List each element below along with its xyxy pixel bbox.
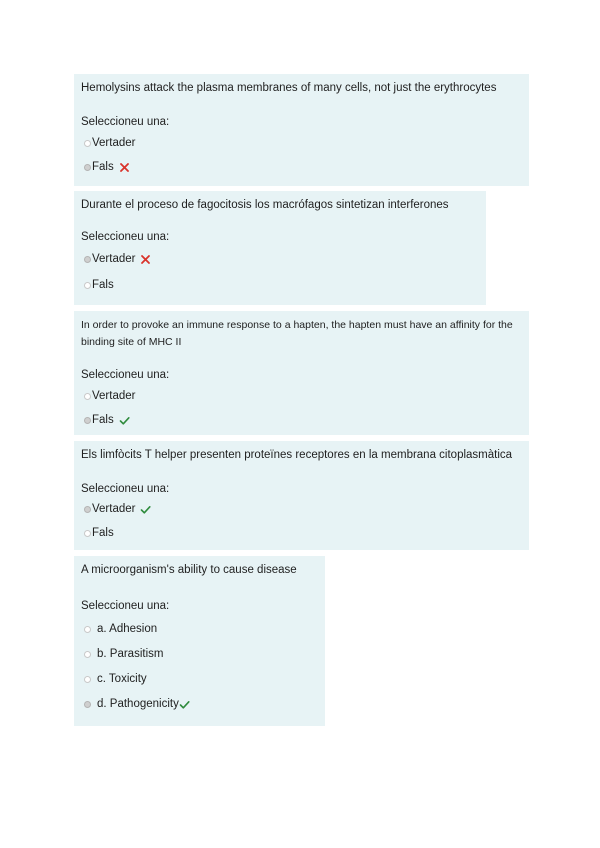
radio-button-selected[interactable] xyxy=(84,164,91,171)
option-label: Fals xyxy=(92,527,114,539)
check-icon xyxy=(179,699,190,710)
option-fals[interactable] xyxy=(84,277,114,293)
option-label: Vertader xyxy=(92,137,136,149)
option-vertader[interactable] xyxy=(84,135,135,151)
radio-button[interactable] xyxy=(84,626,91,633)
radio-button[interactable] xyxy=(84,393,91,400)
radio-button-selected[interactable] xyxy=(84,506,91,513)
question-text: Durante el proceso de fagocitosis los macrófagos sintetizan interferones xyxy=(81,199,449,211)
radio-button[interactable] xyxy=(84,676,91,683)
option-fals[interactable] xyxy=(84,159,130,175)
check-icon xyxy=(140,504,151,515)
question-card-1 xyxy=(74,74,529,186)
question-card-5 xyxy=(74,556,325,726)
question-card-3 xyxy=(74,311,529,435)
option-fals[interactable] xyxy=(84,412,130,428)
radio-button[interactable] xyxy=(84,282,91,289)
option-label: Fals xyxy=(92,414,114,426)
radio-button-selected[interactable] xyxy=(84,701,91,708)
option-label: c. Toxicity xyxy=(97,673,147,685)
option-parasitism[interactable] xyxy=(84,646,163,662)
option-pathogenicity[interactable] xyxy=(84,696,190,712)
select-one-label: Seleccioneu una: xyxy=(81,483,170,495)
option-adhesion[interactable] xyxy=(84,621,157,637)
option-vertader[interactable] xyxy=(84,251,151,267)
select-one-label: Seleccioneu una: xyxy=(81,369,170,381)
option-label: a. Adhesion xyxy=(97,623,158,635)
option-vertader[interactable] xyxy=(84,388,135,404)
question-text: Hemolysins attack the plasma membranes of many cells, not just the erythrocytes xyxy=(81,82,497,94)
question-text: In order to provoke an immune response to a hapten, the hapten must have an affinity for the binding site of MHC II xyxy=(81,319,513,348)
option-label: Vertader xyxy=(92,390,136,402)
select-one-label: Seleccioneu una: xyxy=(81,116,170,128)
question-card-4 xyxy=(74,441,529,550)
question-text: A microorganism's ability to cause disease xyxy=(81,564,297,576)
option-fals[interactable] xyxy=(84,525,114,541)
radio-button[interactable] xyxy=(84,530,91,537)
option-label: d. Pathogenicity xyxy=(97,698,179,710)
option-vertader[interactable] xyxy=(84,501,151,517)
option-label: Fals xyxy=(92,161,114,173)
option-label: Vertader xyxy=(92,503,136,515)
option-label: b. Parasitism xyxy=(97,648,164,660)
cross-icon xyxy=(119,162,130,173)
option-label: Vertader xyxy=(92,253,136,265)
select-one-label: Seleccioneu una: xyxy=(81,600,170,612)
question-text: Els limfòcits T helper presenten proteïnes receptores en la membrana citoplasmàtica xyxy=(81,449,513,461)
radio-button[interactable] xyxy=(84,140,91,147)
question-card-2 xyxy=(74,191,486,305)
radio-button-selected[interactable] xyxy=(84,256,91,263)
radio-button-selected[interactable] xyxy=(84,417,91,424)
option-toxicity[interactable] xyxy=(84,671,147,687)
select-one-label: Seleccioneu una: xyxy=(81,231,170,243)
cross-icon xyxy=(140,254,151,265)
radio-button[interactable] xyxy=(84,651,91,658)
check-icon xyxy=(119,415,130,426)
option-label: Fals xyxy=(92,279,114,291)
